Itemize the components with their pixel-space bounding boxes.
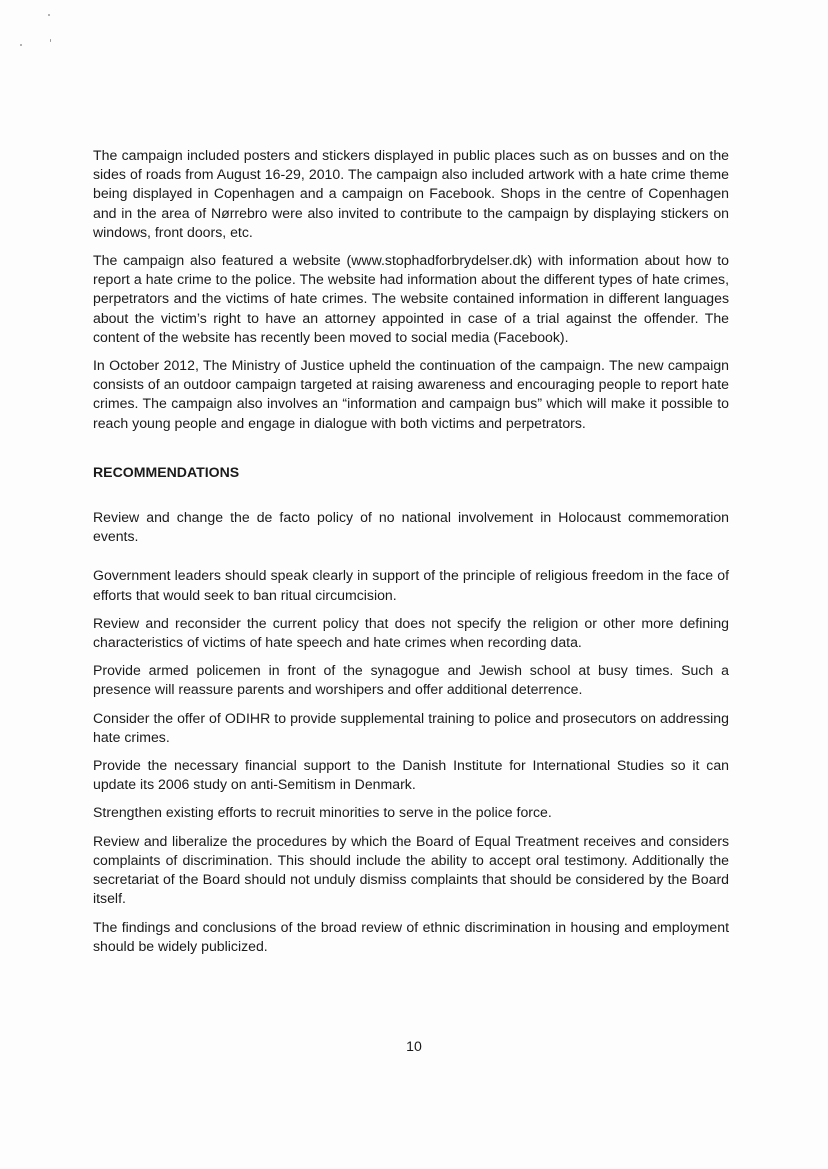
recommendations-list — [93, 508, 729, 956]
section-heading: RECOMMENDATIONS — [93, 463, 240, 480]
scan-speck — [20, 44, 22, 46]
recommendation-item: Review and change the de facto policy of no national involvement in Holocaust commemoration events. — [93, 509, 729, 545]
page-number: 10 — [406, 1038, 422, 1054]
recommendation-item: Provide armed policemen in front of the synagogue and Jewish school at busy times. Such a presence will reassure parents and worshipers and offer additional deterrence. — [93, 662, 729, 698]
body-paragraph: In October 2012, The Ministry of Justice upheld the continuation of the campaign. The new campaign consists of an outdoor campaign targeted at raising awareness and encouraging people to report hate crimes. The campaign also involves an “information and campaign bus” which will make it possible to reach young people and engage in dialogue with both victims and perpetrators. — [93, 357, 729, 431]
scan-speck — [50, 39, 51, 42]
recommendation-item: Consider the offer of ODIHR to provide supplemental training to police and prosecutors on addressing hate crimes. — [93, 709, 729, 745]
body-paragraph: The campaign also featured a website (www.stophadforbrydelser.dk) with information about how to report a hate crime to the police. The website had information about the different types of hate crimes, perpetrators and the victims of hate crimes. The website contained information in different languages about the victim’s right to have an attorney appointed in case of a trial against the offender. The content of the website has recently been moved to social media (Facebook). — [93, 252, 729, 345]
recommendation-item: Review and liberalize the procedures by which the Board of Equal Treatment receives and considers complaints of discrimination. This should include the ability to accept oral testimony. Additionally the secretariat of the Board should not unduly dismiss complaints that should be considered by the Board itself. — [93, 832, 729, 907]
scan-speck — [48, 14, 50, 16]
recommendation-item: Review and reconsider the current policy that does not specify the religion or other more defining characteristics of victims of hate speech and hate crimes when recording data. — [93, 614, 729, 651]
recommendation-item: Government leaders should speak clearly in support of the principle of religious freedom in the face of efforts that would seek to ban ritual circumcision. — [93, 567, 729, 603]
page-content — [93, 146, 729, 965]
recommendation-item: Strengthen existing efforts to recruit minorities to serve in the police force. — [93, 804, 552, 821]
recommendation-item: The findings and conclusions of the broad review of ethnic discrimination in housing and employment should be widely publicized. — [93, 918, 729, 954]
recommendation-item: Provide the necessary financial support to the Danish Institute for International Studies so it can update its 2006 study on anti-Semitism in Denmark. — [93, 757, 729, 793]
body-paragraph: The campaign included posters and stickers displayed in public places such as on busses and on the sides of roads from August 16-29, 2010. The campaign also included artwork with a hate crime theme being displayed in Copenhagen and a campaign on Facebook. Shops in the centre of Copenhagen and in the area of Nørrebro were also invited to contribute to the campaign by displaying stickers on windows, front doors, etc. — [93, 147, 729, 240]
